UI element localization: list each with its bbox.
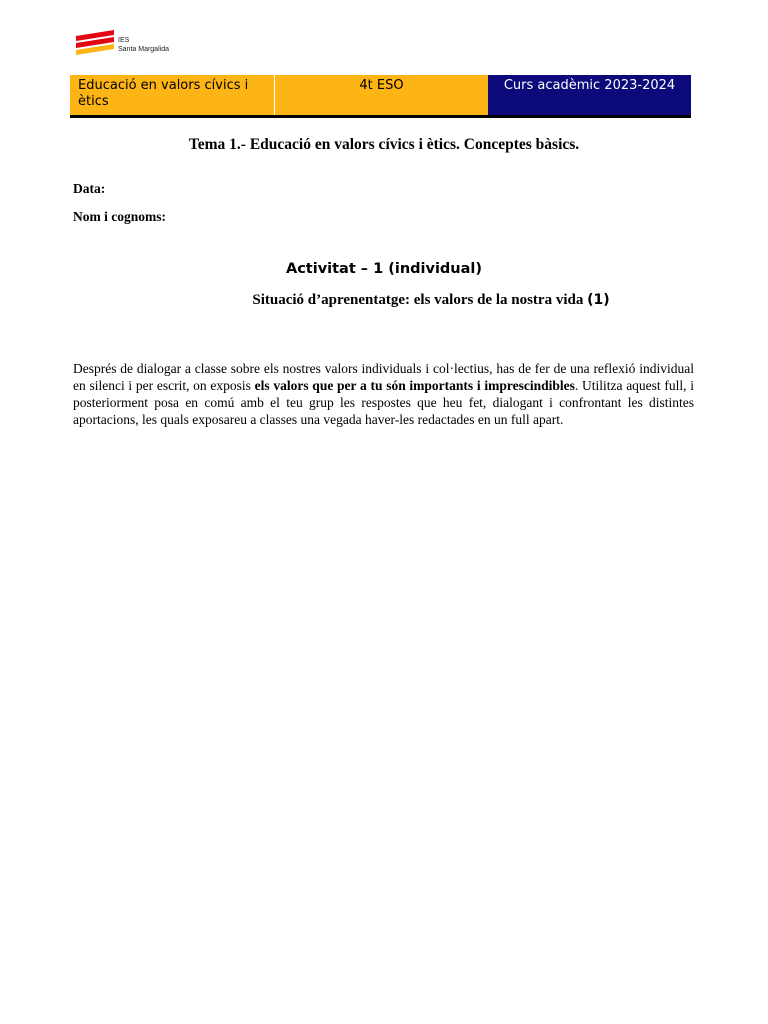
logo-text-school: Santa Margalida [118, 46, 169, 53]
logo-stripes-icon [74, 28, 116, 58]
instructions-part2: . Utilitza aquest full, i posteriorment posa en comú amb el teu grup les respostes que heu fet, dialogant i confrontant les distintes aportacions, les quals exposareu a classes una vegada haver-les redactades en un full apart. [73, 377, 694, 427]
situation-heading [0, 292, 768, 309]
date-label: Data: [73, 181, 106, 196]
header-year: Curs acadèmic 2023-2024 [488, 75, 691, 115]
situation-number: (1) [587, 292, 610, 308]
situation-text: Situació d’aprenentatge: els valors de la nostra vida [252, 292, 588, 308]
name-label: Nom i cognoms: [73, 209, 166, 224]
instructions-emphasis: els valors que per a tu són importants i imprescindibles [254, 377, 575, 393]
school-logo [74, 28, 184, 58]
page-title: Tema 1.- Educació en valors cívics i ètics. Conceptes bàsics. [188, 136, 580, 153]
logo-text-ies: IES [118, 37, 130, 44]
header-table [70, 75, 691, 118]
header-level: 4t ESO [275, 75, 488, 115]
instructions-paragraph [73, 360, 694, 428]
activity-heading: Activitat – 1 (individual) [285, 261, 483, 277]
header-subject: Educació en valors cívics i ètics [70, 75, 275, 115]
instructions-part1: Després de dialogar a classe sobre els nostres valors individuals i col·lectius, has de fer de una reflexió individual en silenci i per escrit, on exposis [73, 360, 694, 393]
